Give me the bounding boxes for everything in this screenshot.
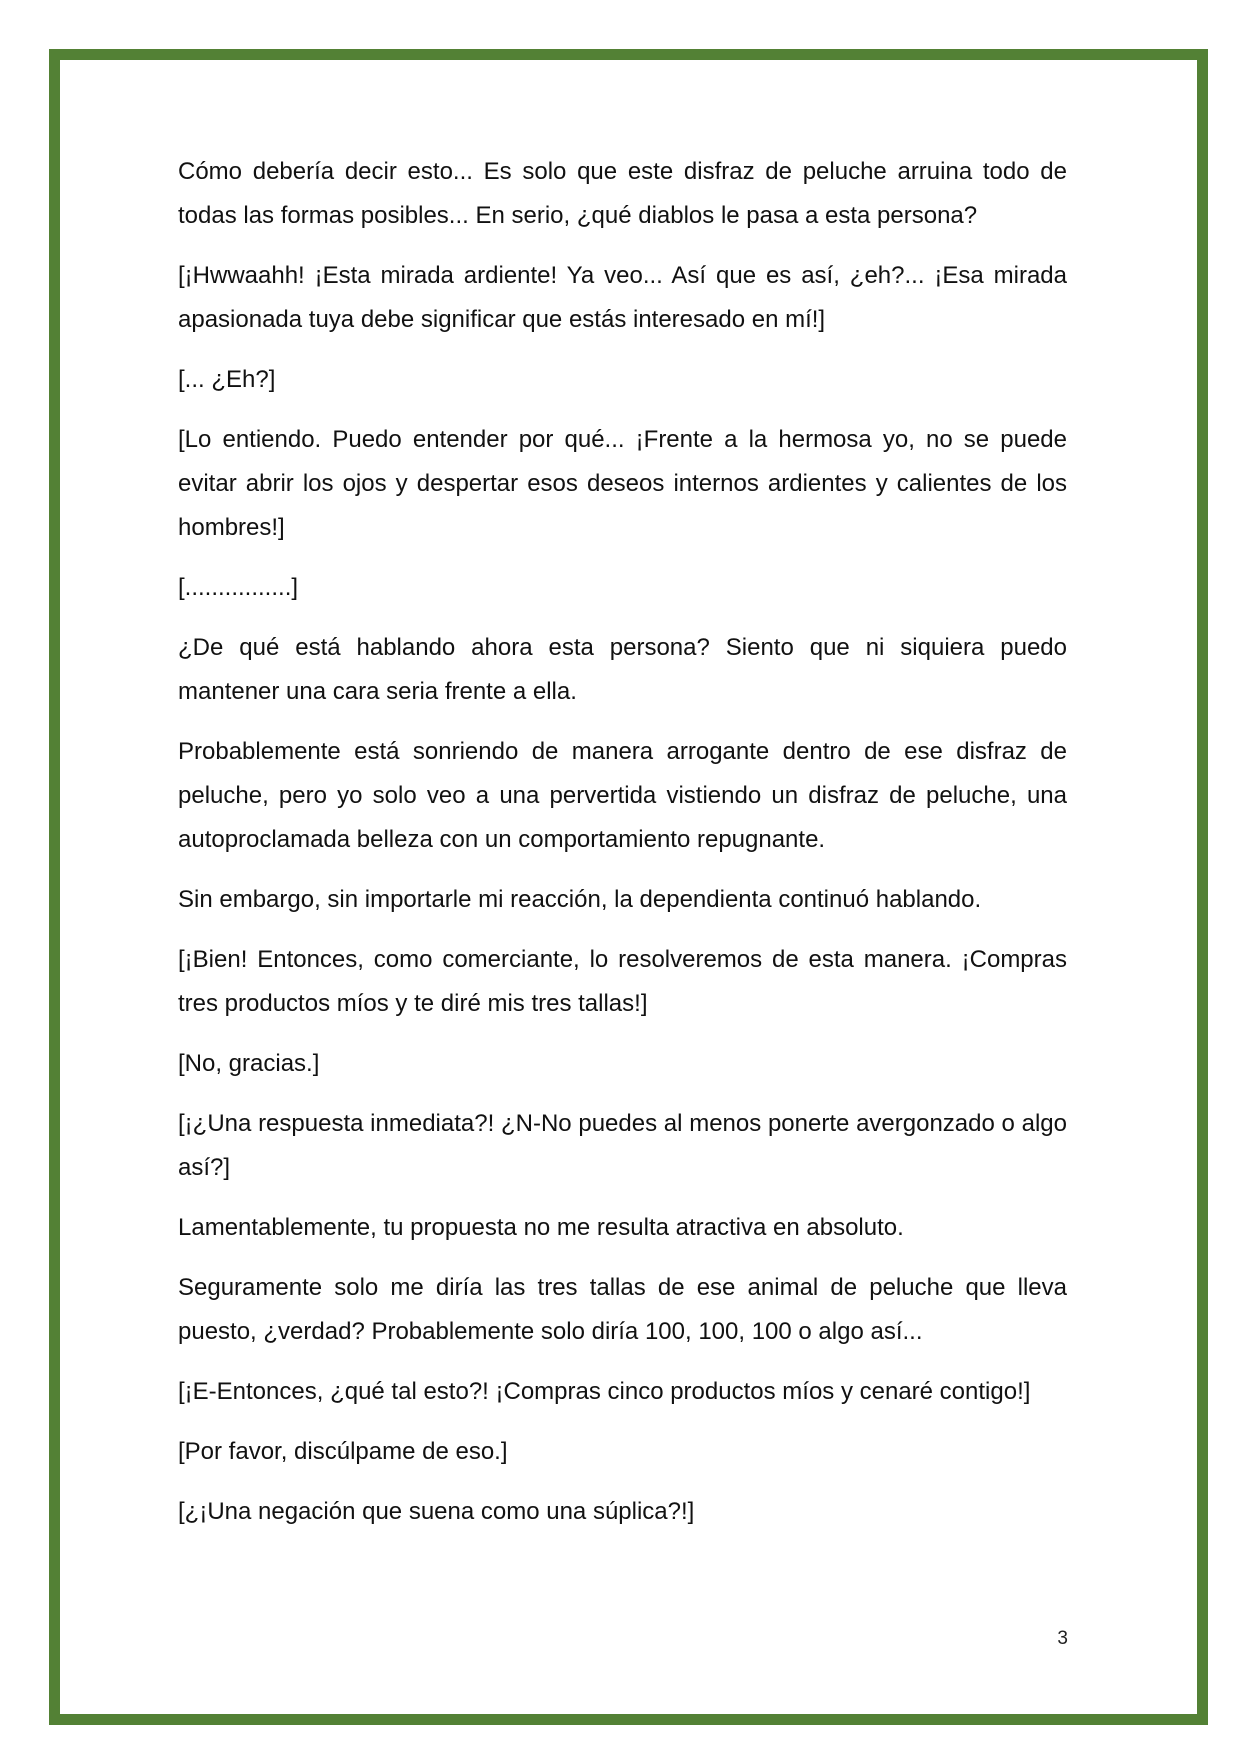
page-number: 3 — [1057, 1628, 1068, 1649]
paragraph: Sin embargo, sin importarle mi reacción, la dependienta continuó hablando. — [178, 886, 982, 913]
paragraph: [¡¿Una respuesta inmediata?! ¿N-No puedes al menos ponerte avergonzado o algo así?] — [178, 1110, 1067, 1181]
paragraph: [Lo entiendo. Puedo entender por qué... ¡Frente a la hermosa yo, no se puede evitar abrir los ojos y despertar esos deseos internos ardientes y calientes de los hombres!] — [178, 426, 1067, 541]
paragraph: [................] — [178, 574, 299, 601]
paragraph: [Por favor, discúlpame de eso.] — [178, 1438, 508, 1465]
paragraph: Cómo debería decir esto... Es solo que este disfraz de peluche arruina todo de todas las formas posibles... En serio, ¿qué diablos le pasa a esta persona? — [178, 158, 1067, 229]
paragraph: [¡E-Entonces, ¿qué tal esto?! ¡Compras cinco productos míos y cenaré contigo!] — [178, 1378, 1031, 1405]
document-body — [178, 150, 1067, 1550]
paragraph: Seguramente solo me diría las tres tallas de ese animal de peluche que lleva puesto, ¿verdad? Probablemente solo diría 100, 100, 100 o algo así... — [178, 1274, 1067, 1345]
paragraph: [¿¡Una negación que suena como una súplica?!] — [178, 1498, 695, 1525]
paragraph: [¡Hwwaahh! ¡Esta mirada ardiente! Ya veo... Así que es así, ¿eh?... ¡Esa mirada apasionada tuya debe significar que estás interesado en mí!] — [178, 262, 1067, 333]
paragraph: Lamentablemente, tu propuesta no me resulta atractiva en absoluto. — [178, 1214, 904, 1241]
paragraph: [No, gracias.] — [178, 1050, 320, 1077]
paragraph: ¿De qué está hablando ahora esta persona? Siento que ni siquiera puedo mantener una cara seria frente a ella. — [178, 634, 1067, 705]
paragraph: [¡Bien! Entonces, como comerciante, lo resolveremos de esta manera. ¡Compras tres productos míos y te diré mis tres tallas!] — [178, 946, 1067, 1017]
paragraph: Probablemente está sonriendo de manera arrogante dentro de ese disfraz de peluche, pero yo solo veo a una pervertida vistiendo un disfraz de peluche, una autoproclamada belleza con un comportamiento repugnante. — [178, 738, 1067, 853]
paragraph: [... ¿Eh?] — [178, 366, 276, 393]
